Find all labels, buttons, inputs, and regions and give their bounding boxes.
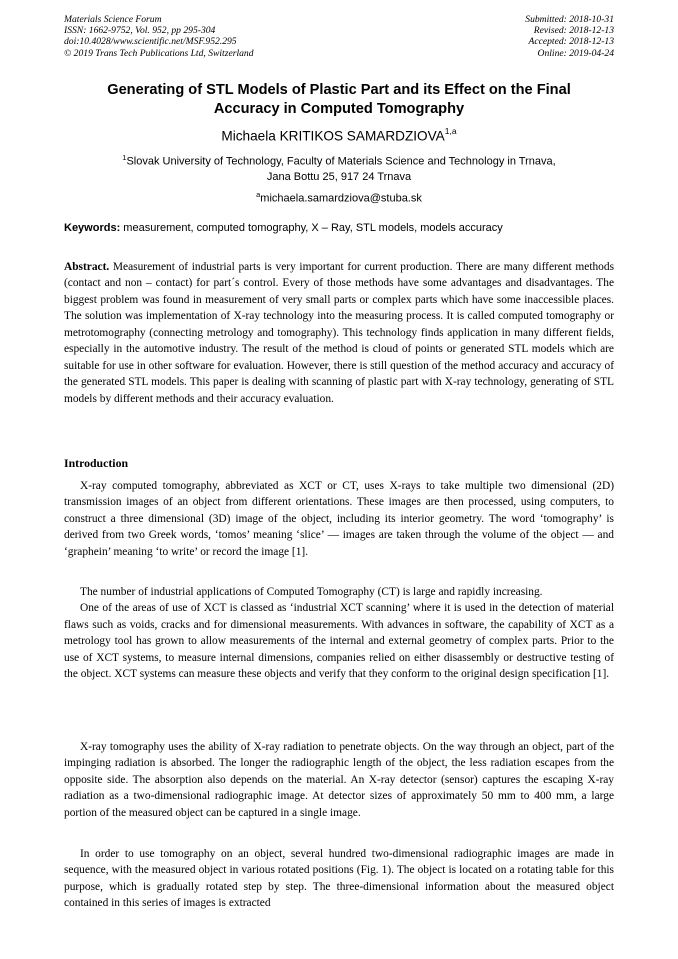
abstract (64, 259, 614, 407)
keywords (64, 221, 614, 235)
author (64, 124, 614, 145)
section-heading-introduction: Introduction (64, 456, 129, 470)
paper-title (64, 81, 614, 119)
abstract-label: Abstract. (64, 261, 110, 273)
copyright: © 2019 Trans Tech Publications Ltd, Switzerland (64, 47, 254, 59)
affiliation-line-1: $^1$Slovak University of Technology, Faculty of Materials Science and Technology in Trnava, (122, 153, 556, 168)
doi[interactable]: doi:10.4028/www.scientific.net/MSF.952.295 (64, 36, 237, 48)
intro-paragraph-3: X-ray tomography uses the ability of X-ray radiation to penetrate objects. On the way through an object, part of the impinging radiation is absorbed. The longer the radiographic length of the object, the less radiation escapes from the opposite side. The absorption also depends on the material. An X-ray detector (sensor) captures the escaping X-ray radiation as a two-dimensional radiographic image. At detector sizes of approximately 50 mm to 400 mm, a large portion of the measured object can be captured in a single image. (64, 741, 614, 819)
revised-date: Revised: 2018-12-13 (533, 25, 614, 37)
affiliation (64, 150, 614, 186)
author-superscript: 1,a (444, 126, 457, 136)
intro-paragraph-4: In order to use tomography on an object, several hundred two-dimensional radiographic images are made in sequence, with the measured object in various rotated positions (Fig. 1). The object is located on a rotating table for this purpose, which is gradually rotated step by step. The three-dimensional information about the measured object contained in this series of images is extracted (64, 848, 614, 910)
affiliation-line-2: Jana Bottu 25, 917 24 Trnava (266, 171, 412, 184)
intro-paragraph-2b: One of the areas of use of XCT is classed as ‘industrial XCT scanning’ where it is used in the detection of material flaws such as voids, cracks and for dimensional measurements. With advances in software, the capability of XCT as a metrology tool has grown to allow measurements of the internal and external geometry of complex parts. Prior to the use of XCT systems, to measure internal dimensions, companies relied on either disassembly or destructive testing of the object. XCT systems can measure these objects and verify that they conform to the original design specification [1]. (64, 602, 614, 681)
keywords-label: Keywords: (64, 222, 121, 234)
submitted-date: Submitted: 2018-10-31 (525, 14, 614, 25)
intro-paragraph-1: X-ray computed tomography, abbreviated as XCT or CT, uses X-rays to take multiple two dimensional (2D) transmission images of an object from different orientations. These images are then processed, using computers, to construct a three dimensional (3D) image of the object, including its interior geometry. The word ‘tomography’ is derived from two Greek words, ‘tomos’ meaning ‘slice’ — images are taken through the volume of the object — and ‘graphein’ meaning ‘to write’ or record the image [1]. (64, 480, 614, 558)
issn-volume: ISSN: 1662-9752, Vol. 952, pp 295-304 (64, 25, 216, 37)
author-name: Michaela KRITIKOS SAMARDZIOVA (221, 128, 445, 144)
title-line-2: Accuracy in Computed Tomography (213, 101, 465, 117)
intro-paragraph-2a: The number of industrial applications of Computed Tomography (CT) is large and rapidly increasing. (80, 586, 543, 598)
email-superscript: a (256, 190, 261, 199)
accepted-date: Accepted: 2018-12-13 (528, 36, 614, 48)
title-line-1: Generating of STL Models of Plastic Part and its Effect on the Final (107, 82, 571, 98)
publication-dates (525, 14, 614, 59)
journal-name: Materials Science Forum (64, 14, 162, 25)
journal-info (64, 14, 254, 59)
affiliation-superscript: 1 (122, 153, 127, 162)
online-date: Online: 2019-04-24 (537, 47, 614, 59)
email-address[interactable]: michaela.samardziova@stuba.sk (260, 192, 422, 205)
abstract-text: Measurement of industrial parts is very important for current production. There are many different methods (contact and non – contact) for part´s control. Every of those methods have some advantages and disadvantages. The biggest problem was found in measurement of very small parts or complex parts which have some inaccessible places. The solution was implementation of X-ray technology into the measuring process. It is called computed tomography or metrotomography (connecting metrology and tomography). This technology finds application in many different fields, especially in the automotive industry. The result of the method is cloud of points or generated STL models which are suitable for use in other software for evaluation. However, there is still question of the method accuracy and accuracy of the generated STL models. This paper is dealing with scanning of plastic part with X-ray technology, generating of STL models by different methods and their accuracy evaluation. (64, 261, 614, 405)
keywords-text: measurement, computed tomography, X – Ray, STL models, models accuracy (120, 222, 503, 234)
author-email (64, 188, 614, 206)
intro-paragraph-2 (64, 584, 614, 683)
